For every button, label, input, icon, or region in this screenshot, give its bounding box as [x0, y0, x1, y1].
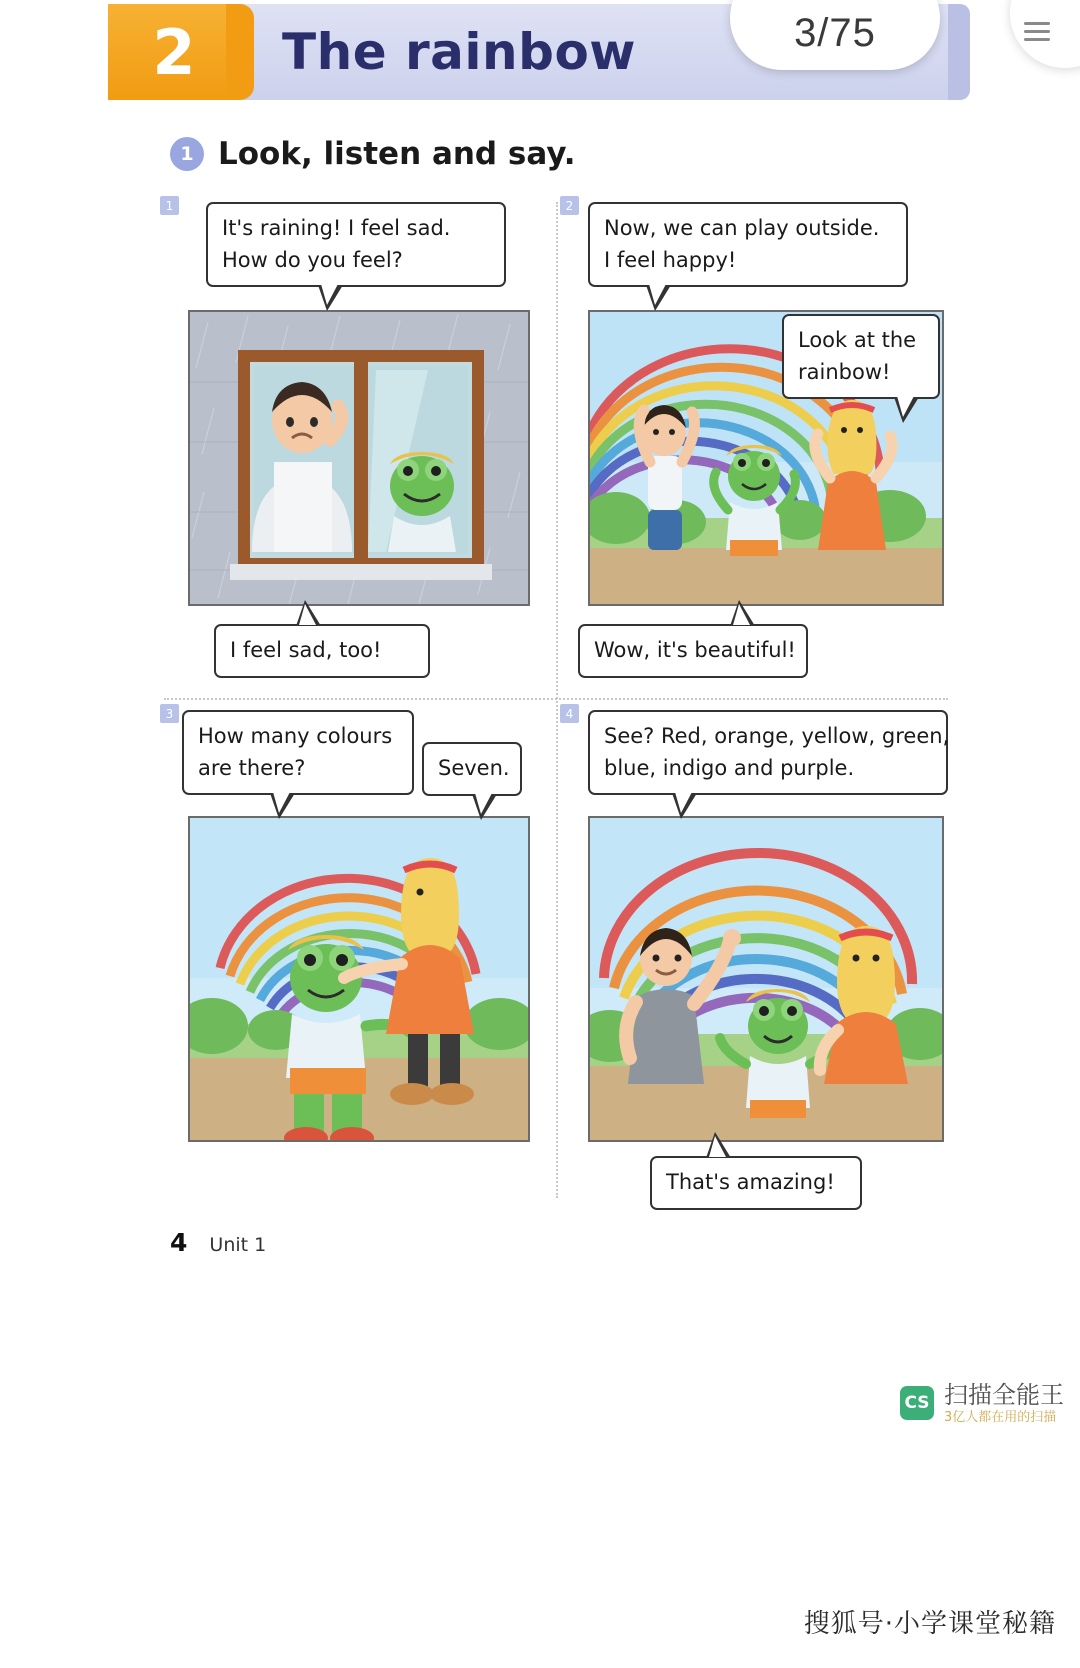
bubble-tail	[706, 1132, 731, 1158]
bubble-line: I feel happy!	[604, 247, 737, 272]
grid-horizontal-divider	[164, 698, 948, 700]
speech-bubble-p1-1	[206, 202, 506, 287]
bubble-line: Seven.	[438, 756, 510, 780]
comic-panel-4	[560, 704, 952, 1204]
comic-panel-1	[160, 196, 552, 696]
bubble-tail	[730, 600, 755, 626]
grid-vertical-divider	[556, 202, 558, 1198]
camscanner-title: 扫描全能王	[944, 1381, 1064, 1409]
bubble-line: Look at the	[798, 328, 917, 352]
speech-bubble-p2-2	[782, 314, 940, 399]
sohu-watermark	[804, 1603, 1056, 1640]
speech-bubble-p3-1	[182, 710, 414, 795]
illustration-pointing-rainbow	[588, 816, 944, 1142]
activity-number-badge: 1	[170, 137, 204, 171]
sohu-watermark-label: 搜狐号·小学课堂秘籍	[803, 1609, 1056, 1639]
bubble-line: It's raining! I feel sad.	[222, 216, 451, 240]
bubble-tail	[472, 794, 497, 820]
page-title: The rainbow	[282, 23, 636, 81]
page-footer	[170, 1228, 266, 1257]
bubble-tail	[318, 285, 343, 311]
page-indicator-label: 3/75	[794, 11, 876, 55]
camscanner-watermark	[900, 1380, 1064, 1426]
bubble-tail	[296, 600, 321, 626]
bubble-line: How do you feel?	[222, 247, 403, 272]
camscanner-badge: CS	[900, 1386, 934, 1420]
comic-panel-3	[160, 704, 552, 1204]
speech-bubble-p4-2	[650, 1156, 862, 1210]
panel-number-4: 4	[560, 704, 579, 723]
book-page	[108, 0, 968, 1440]
panel-number-2: 2	[560, 196, 579, 215]
speech-bubble-p2-3	[578, 624, 808, 678]
speech-bubble-p2-1	[588, 202, 908, 287]
hamburger-menu-icon[interactable]	[1010, 0, 1080, 68]
camscanner-text	[944, 1380, 1064, 1426]
activity-title: Look, listen and say.	[218, 136, 576, 172]
comic-grid	[160, 196, 952, 1206]
bubble-line: blue, indigo and purple.	[604, 755, 855, 780]
frog-girl-svg	[190, 818, 530, 1142]
comic-panel-2	[560, 196, 952, 696]
panel-number-1: 1	[160, 196, 179, 215]
bubble-line: See? Red, orange, yellow, green,	[604, 724, 950, 748]
pointing-rainbow-svg	[590, 818, 944, 1142]
bubble-line: rainbow!	[798, 359, 891, 384]
activity-heading	[170, 136, 575, 172]
speech-bubble-p1-2	[214, 624, 430, 678]
illustration-rainy-window	[188, 310, 530, 606]
page-indicator	[730, 0, 940, 70]
footer-page-number: 4	[170, 1228, 188, 1257]
bubble-line: are there?	[198, 755, 306, 780]
bubble-tail	[894, 397, 919, 423]
bubble-line: Wow, it's beautiful!	[594, 638, 796, 662]
camscanner-subtitle: 3亿人都在用的扫描	[944, 1410, 1057, 1425]
bubble-line: I feel sad, too!	[230, 638, 382, 662]
rainy-window-svg	[190, 312, 530, 606]
unit-number-badge: 2	[108, 4, 240, 100]
bubble-tail	[672, 793, 697, 819]
bubble-line: Now, we can play outside.	[604, 216, 880, 240]
footer-unit-label: Unit 1	[209, 1234, 267, 1256]
speech-bubble-p4-1	[588, 710, 948, 795]
illustration-frog-and-girl	[188, 816, 530, 1142]
bubble-tail	[646, 285, 671, 311]
bubble-tail	[270, 793, 295, 819]
bubble-line: How many colours	[198, 724, 393, 748]
speech-bubble-p3-2	[422, 742, 522, 796]
hamburger-bars	[1024, 17, 1050, 46]
title-band-tail	[948, 4, 970, 100]
panel-number-3: 3	[160, 704, 179, 723]
bubble-line: That's amazing!	[666, 1170, 835, 1194]
